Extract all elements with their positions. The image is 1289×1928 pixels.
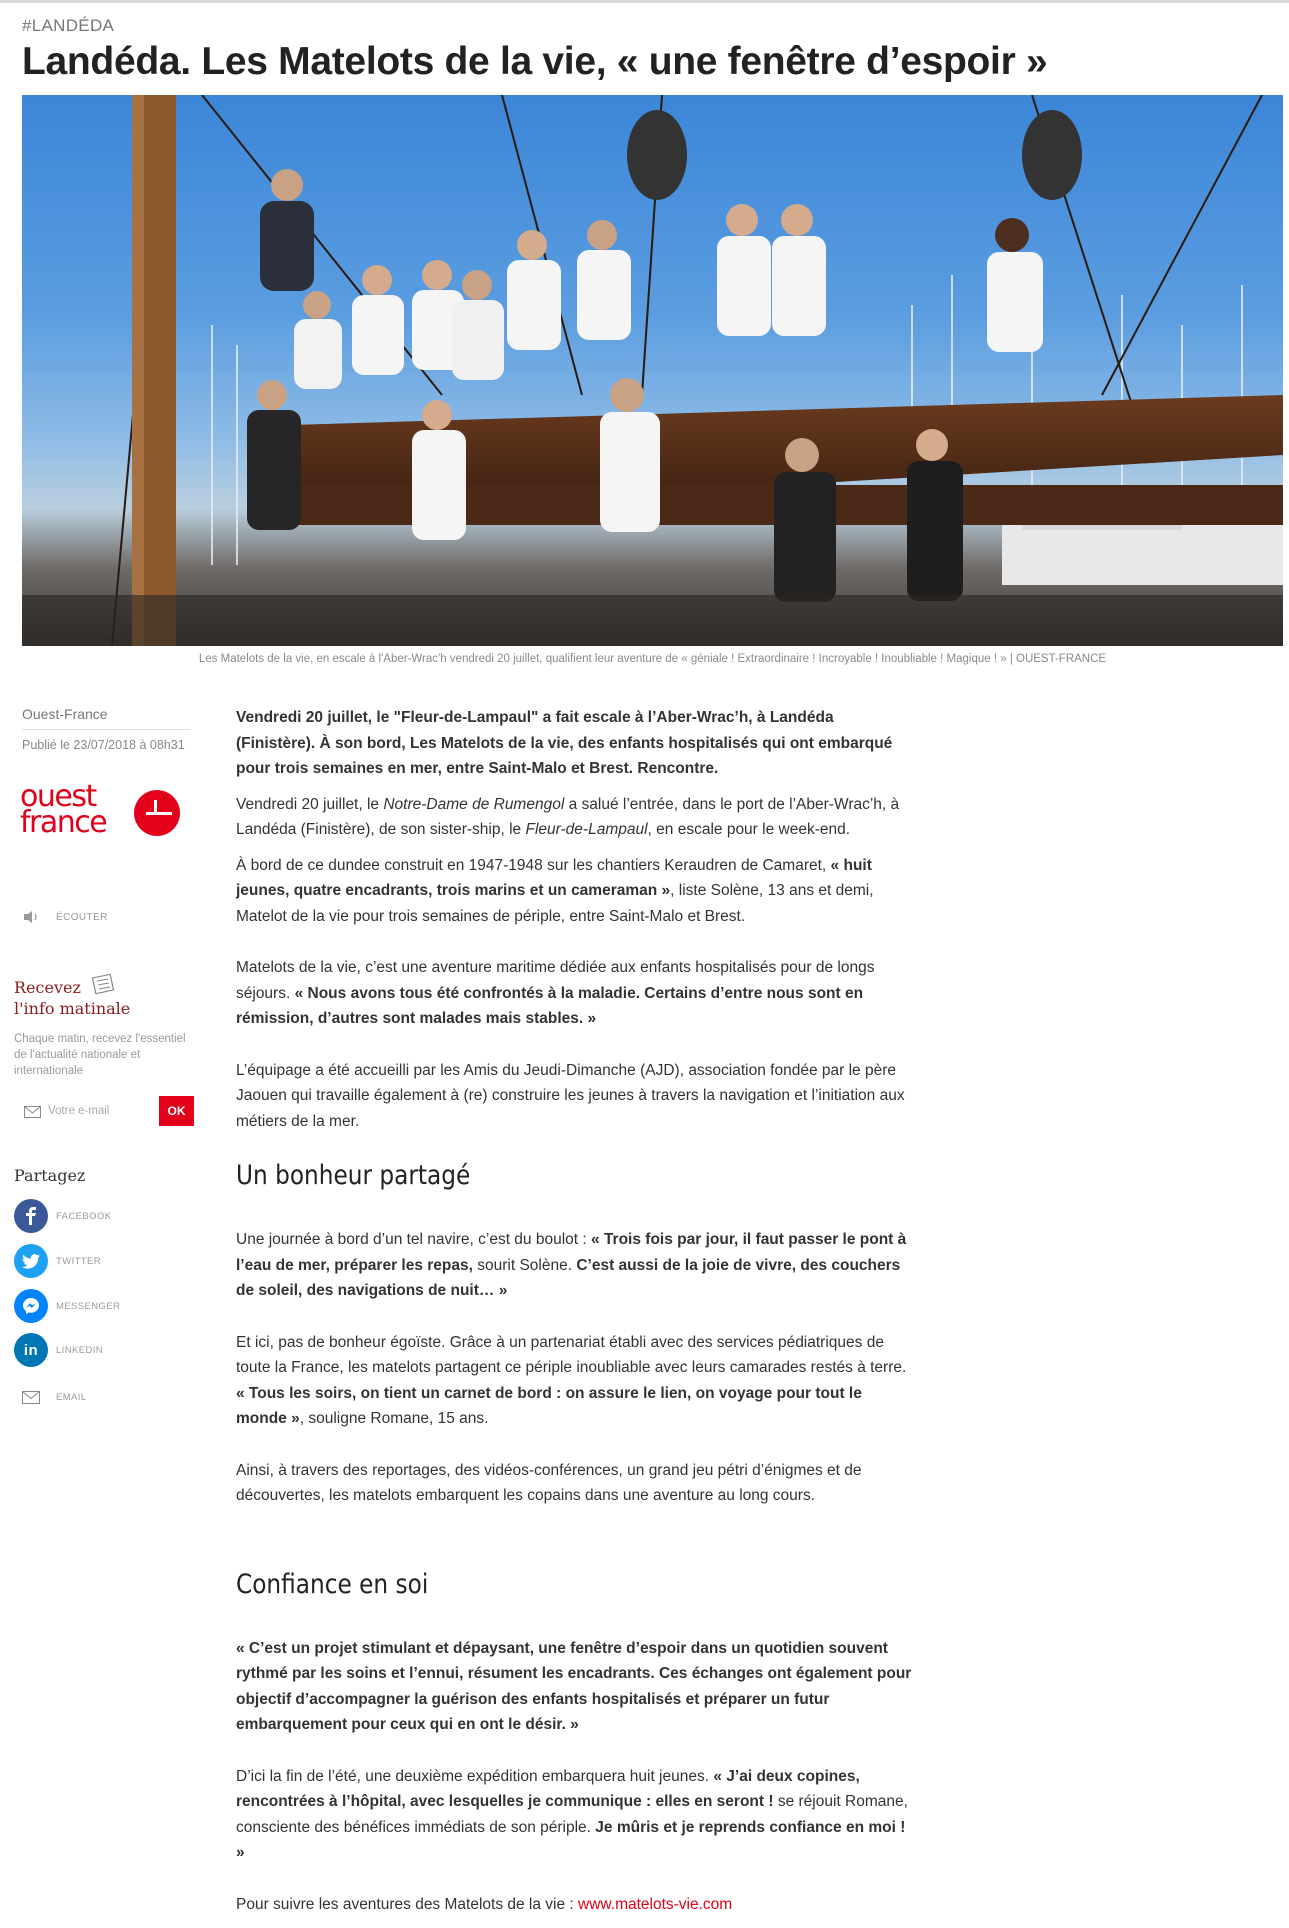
logo-wordmark: ouest france: [20, 779, 107, 840]
newsletter-description: Chaque matin, recevez l'essentiel de l'actualité nationale et internationale: [14, 1033, 186, 1077]
paragraph-7: Ainsi, à travers des reportages, des vidéos-conférences, un grand jeu pétri d’énigmes et de découvertes, les matelots embarquent les copains dans une aventure au long cours.: [236, 1461, 862, 1504]
facebook-icon: [14, 1199, 48, 1233]
share-facebook[interactable]: [14, 1199, 111, 1233]
listen-label: ÉCOUTER: [56, 911, 108, 923]
messenger-icon: [14, 1289, 48, 1323]
article-body: [236, 705, 916, 1927]
paragraph-5: Une journée à bord d’un tel navire, c’est du boulot : « Trois fois par jour, il faut passer le pont à l’eau de mer, préparer les repas, sourit Solène. C’est aussi de la joie de vivre, des couchers de soleil, des navigations de nuit… »: [236, 1231, 907, 1299]
paragraph-1: Vendredi 20 juillet, le Notre-Dame de Rumengol a salué l’entrée, dans le port de l’Aber-Wrac’h, à Landéda (Finistère), de son sister-ship, le Fleur-de-Lampaul, en escale pour le week-end.: [236, 795, 900, 838]
speaker-icon: [22, 910, 42, 924]
boat-crew-illustration: [22, 95, 1283, 646]
article-photo: [22, 95, 1283, 646]
ouest-france-logo[interactable]: [20, 779, 165, 840]
paragraph-4: L’équipage a été accueilli par les Amis du Jeudi-Dimanche (AJD), association fondée par le père Jaouen qui travaille également à (re) construire les jeunes à travers la navigation et l’initiation aux métiers de la mer.: [236, 1061, 905, 1130]
share-linkedin[interactable]: [14, 1333, 103, 1367]
category-tag[interactable]: #LANDÉDA: [22, 16, 115, 35]
publish-date: Publié le 23/07/2018 à 08h31: [22, 738, 185, 752]
newsletter-form: [14, 1096, 194, 1126]
subheading-bonheur: Un bonheur partagé: [236, 1160, 471, 1191]
share-title: Partagez: [14, 1166, 86, 1185]
top-border: [0, 0, 1289, 3]
paragraph-3: Matelots de la vie, c’est une aventure maritime dédiée aux enfants hospitalisés pour de longs séjours. « Nous avons tous été confrontés à la maladie. Certains d’entre nous sont en rémission, d’autres sont malades mais stables. »: [236, 959, 875, 1027]
source-divider: [22, 729, 190, 730]
share-linkedin-label: LINKEDIN: [56, 1344, 104, 1356]
email-input[interactable]: [42, 1099, 174, 1123]
share-twitter[interactable]: [14, 1244, 101, 1278]
newspaper-icon: [88, 972, 118, 998]
twitter-icon: [14, 1244, 48, 1278]
paragraph-10: Pour suivre les aventures des Matelots de la vie : www.matelots-vie.com: [236, 1895, 733, 1913]
article-lead: Vendredi 20 juillet, le "Fleur-de-Lampaul" a fait escale à l’Aber-Wrac’h, à Landéda (Finistère). À son bord, Les Matelots de la vie, des enfants hospitalisés qui ont embarqué pour trois semaines en mer, entre Saint-Malo et Brest. Rencontre.: [236, 709, 893, 777]
share-email[interactable]: [14, 1380, 87, 1414]
paragraph-8: « C’est un projet stimulant et dépaysant, une fenêtre d’espoir dans un quotidien souvent rythmé par les soins et l’ennui, résument les encadrants. Ces échanges ont également pour objectif d’accompagner la guérison des enfants hospitalisés et préparer un futur embarquement pour ceux qui en ont le désir. »: [236, 1639, 912, 1733]
share-facebook-label: FACEBOOK: [56, 1210, 112, 1222]
linkedin-icon: in: [14, 1333, 48, 1367]
subscribe-ok-button[interactable]: OK: [159, 1096, 194, 1126]
photo-caption: Les Matelots de la vie, en escale à l'Aber-Wrac'h vendredi 20 juillet, qualifient leur aventure de « géniale ! Extraordinaire ! Incroyable ! Inoubliable ! Magique ! » | OUEST-FRANCE: [198, 653, 1107, 665]
source-name: Ouest-France: [22, 706, 108, 722]
subheading-confiance: Confiance en soi: [236, 1568, 429, 1600]
share-twitter-label: TWITTER: [56, 1255, 102, 1267]
paragraph-2: À bord de ce dundee construit en 1947-1948 sur les chantiers Keraudren de Camaret, « huit jeunes, quatre encadrants, trois marins et un cameraman », liste Solène, 13 ans et demi, Matelot de la vie pour trois semaines de périple, entre Saint-Malo et Brest.: [236, 856, 874, 925]
article-title: Landéda. Les Matelots de la vie, « une fenêtre d’espoir »: [22, 40, 1048, 83]
newsletter-title: Recevez l'info matinale: [14, 978, 131, 1018]
share-messenger-label: MESSENGER: [56, 1300, 121, 1312]
share-messenger[interactable]: [14, 1289, 120, 1323]
listen-button[interactable]: [22, 910, 108, 924]
logo-emblem: [134, 790, 180, 836]
matelots-link[interactable]: www.matelots-vie.com: [578, 1895, 733, 1913]
email-icon: [14, 1380, 48, 1414]
share-email-label: EMAIL: [56, 1391, 87, 1403]
paragraph-6: Et ici, pas de bonheur égoïste. Grâce à un partenariat établi avec des services pédiatriques de toute la France, les matelots partagent ce périple inoubliable avec leurs camarades restés à terre. « Tous les soirs, on tient un carnet de bord : on assure le lien, on voyage pour tout le monde », souligne Romane, 15 ans.: [236, 1333, 907, 1427]
mail-icon: [24, 1106, 41, 1118]
paragraph-9: D’ici la fin de l’été, une deuxième expédition embarquera huit jeunes. « J’ai deux copines, rencontrées à l’hôpital, avec lesquelles je communique : elles en seront ! se réjouit Romane, consciente des bénéfices immédiats de son périple. Je mûris et je reprends confiance en moi ! »: [236, 1767, 908, 1861]
